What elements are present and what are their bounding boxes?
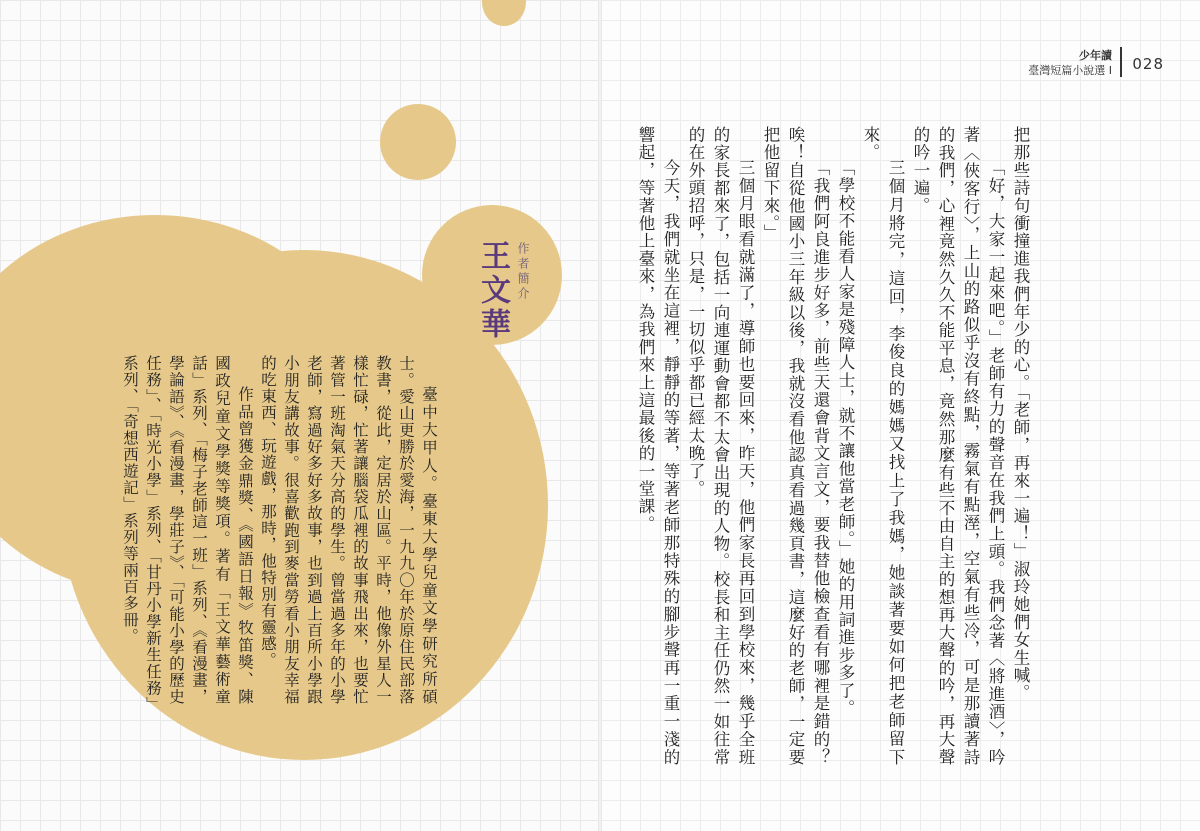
author-bio-paragraph-2: 作品曾獲金鼎獎、《國語日報》牧笛獎、陳國政兒童文學獎等獎項。著有「王文華藝術童話」系列、「梅子老師這一班」系列、《看漫畫，學論語》、《看漫畫，學莊子》、「可能小學的歷史任務」、「時光小學」系列、「甘丹小學新生任務」系列、「奇想西遊記」系列等兩百多冊。 xyxy=(121,355,254,705)
author-bio xyxy=(110,355,440,705)
story-paragraph-7: 今天，我們就坐在這裡，靜靜的等著，等著老師那特殊的腳步聲再一重一淺的響起，等著他上臺來，為我們來上這最後的一堂課。 xyxy=(636,126,680,766)
series-title: 少年讀 xyxy=(1079,49,1112,62)
story-paragraph-4: 「學校不能看人家是殘障人士，就不讓他當老師。」她的用詞進步多了。 xyxy=(836,159,855,718)
page-number: 028 xyxy=(1132,55,1164,73)
story-text xyxy=(636,126,1033,766)
story-paragraph-1: 把那些詩句衝撞進我們年少的心。「老師，再來一遍！」淑玲她們女生喊。 xyxy=(1011,126,1030,702)
header-divider xyxy=(1120,47,1122,77)
book-title: 臺灣短篇小說選 I xyxy=(1028,64,1112,77)
book-spine xyxy=(598,0,602,831)
story-paragraph-2: 「好，大家一起來吧。」老師有力的聲音在我們上頭。我們念著〈將進酒〉，吟著〈俠客行〉，上山的路似乎沒有終點，霧氣有點溼，空氣有些冷，可是那讀著詩的我們，心裡竟然久久不能平息，竟然那麼有些不由自主的想再大聲的吟，再大聲的吟一遍。 xyxy=(911,126,1005,766)
author-name: 王文華 xyxy=(475,240,510,342)
story-paragraph-3: 三個月將完，這回，李俊良的媽媽又找上了我媽，她談著要如何把老師留下來。 xyxy=(861,126,905,766)
story-paragraph-6: 三個月眼看就滿了，導師也要回來，昨天，他們家長再回到學校來，幾乎全班的家長都來了，包括一向連運動會都不太會出現的人物。校長和主任仍然一如往常的在外頭招呼，只是，一切似乎都已經太晚了。 xyxy=(686,126,755,766)
story-paragraph-5: 「我們阿良進步好多，前些天還會背文言文，要我替他檢查看有哪裡是錯的？唉！自從他國小三年級以後，我就沒看他認真看過幾頁書，這麼好的老師，一定要把他留下來。」 xyxy=(761,126,830,766)
running-header xyxy=(1028,48,1112,78)
blob-medium xyxy=(380,104,456,180)
author-bio-paragraph-1: 臺中大甲人。臺東大學兒童文學研究所碩士。愛山更勝於愛海，一九九〇年於原住民部落教書，從此，定居於山區。平時，他像外星人一樣忙碌，忙著讓腦袋瓜裡的故事飛出來，也要忙著管一班淘氣天分高的學生。曾當過多年的小學老師，寫過好多好多故事，也到過上百所小學跟小朋友講故事。很喜歡跑到麥當勞看小朋友幸福的吃東西、玩遊戲，那時，他特別有靈感。 xyxy=(259,355,438,705)
blob-top-small xyxy=(482,0,526,26)
author-label: 作者簡介 xyxy=(516,242,530,302)
